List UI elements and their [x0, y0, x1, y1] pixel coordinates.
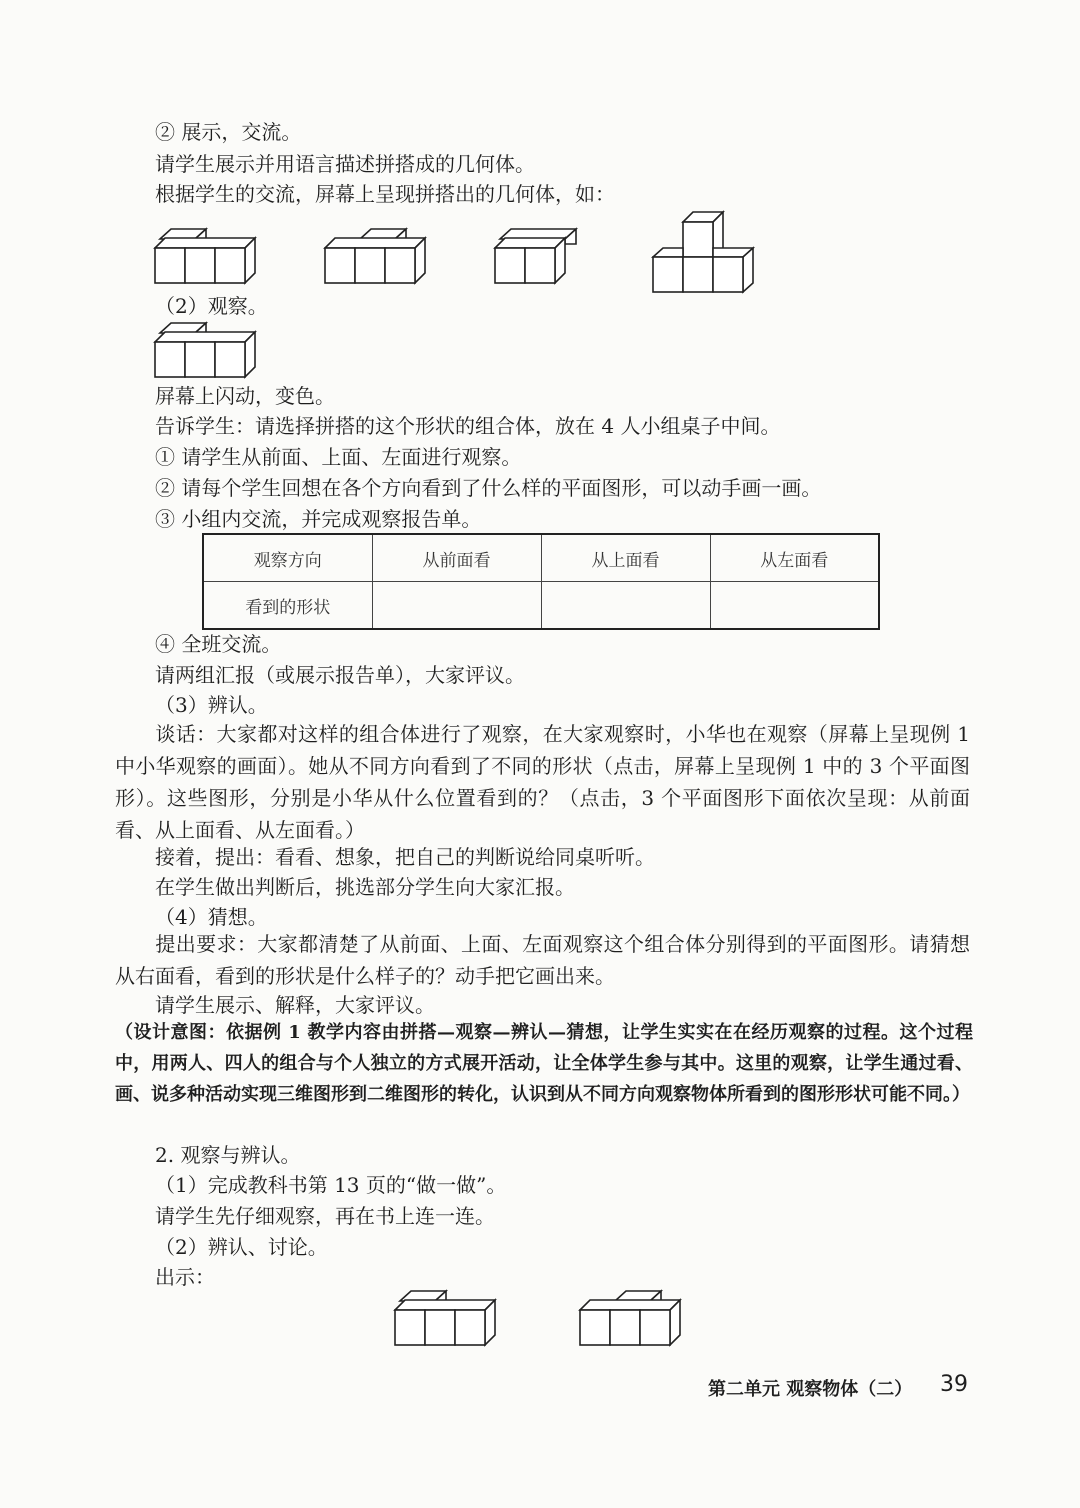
cube-figure-3	[490, 228, 585, 286]
table-header-cell: 观察方向	[203, 534, 372, 582]
table-cell	[541, 582, 710, 630]
text-line: （4）猜想。	[155, 905, 268, 929]
cube-figure-6	[390, 1290, 505, 1348]
text-line: （2）观察。	[155, 294, 268, 318]
table-header-cell: 从上面看	[541, 534, 710, 582]
text-line: 屏幕上闪动，变色。	[155, 384, 335, 408]
text-line: ① 请学生从前面、上面、左面进行观察。	[155, 445, 522, 469]
text-line: 根据学生的交流，屏幕上呈现拼搭出的几何体，如：	[155, 182, 615, 206]
text-line: 接着，提出：看看、想象，把自己的判断说给同桌听听。	[155, 845, 655, 869]
text-line: 2. 观察与辨认。	[155, 1143, 301, 1167]
table-cell	[710, 582, 879, 630]
table-cell	[372, 582, 541, 630]
text-line: ④ 全班交流。	[155, 632, 282, 656]
request-paragraph: 提出要求：大家都清楚了从前面、上面、左面观察这个组合体分别得到的平面图形。请猜想从右面看，看到的形状是什么样子的？动手把它画出来。	[115, 932, 970, 988]
table-header-cell: 从左面看	[710, 534, 879, 582]
text-line: 请两组汇报（或展示报告单），大家评议。	[155, 663, 525, 687]
text-line: 请学生展示、解释，大家评议。	[155, 993, 435, 1017]
table-cell: 看到的形状	[203, 582, 372, 630]
text-line: ② 展示，交流。	[155, 120, 302, 144]
text-line: 请学生展示并用语言描述拼搭成的几何体。	[155, 152, 535, 176]
talk-paragraph: 谈话：大家都对这样的组合体进行了观察，在大家观察时，小华也在观察（屏幕上呈现例 1 中小华观察的画面）。她从不同方向看到了不同的形状（点击，屏幕上呈现例 1 中的 3 个平面图形）。这些图形，分别是小华从什么位置看到的？（点击，3 个平面图形下面依次呈现：从前面看、从上面看、从左面看。）	[115, 722, 970, 842]
cube-figure-5	[150, 322, 265, 380]
page-number: 39	[940, 1372, 968, 1397]
table-header-cell: 从前面看	[372, 534, 541, 582]
observation-report-table	[202, 533, 880, 630]
text-line: 告诉学生：请选择拼搭的这个形状的组合体，放在 4 人小组桌子中间。	[155, 414, 781, 438]
table-row	[203, 582, 879, 630]
design-intent-paragraph: （设计意图：依据例 1 教学内容由拼搭—观察—辨认—猜想，让学生实实在在经历观察的过程。这个过程中，用两人、四人的组合与个人独立的方式展开活动，让全体学生参与其中。这里的观察，让学生通过看、画、说多种活动实现三维图形到二维图形的转化，认识到从不同方向观察物体所看到的图形形状可能不同。）	[115, 1022, 973, 1105]
text-line: 在学生做出判断后，挑选部分学生向大家汇报。	[155, 875, 575, 899]
text-line: 请学生先仔细观察，再在书上连一连。	[155, 1204, 495, 1228]
cube-figure-4	[648, 208, 763, 288]
text-line: ③ 小组内交流，并完成观察报告单。	[155, 507, 482, 531]
text-line: （1）完成教科书第 13 页的“做一做”。	[155, 1173, 507, 1197]
text-line: 出示：	[155, 1265, 215, 1289]
chapter-footer: 第二单元 观察物体（二）	[708, 1379, 913, 1400]
cube-figure-1	[150, 228, 265, 286]
text-line: （2）辨认、讨论。	[155, 1235, 328, 1259]
cube-figure-2	[320, 228, 435, 286]
text-line: （3）辨认。	[155, 693, 268, 717]
cube-figure-7	[575, 1290, 690, 1348]
table-row	[203, 534, 879, 582]
text-line: ② 请每个学生回想在各个方向看到了什么样的平面图形，可以动手画一画。	[155, 476, 822, 500]
